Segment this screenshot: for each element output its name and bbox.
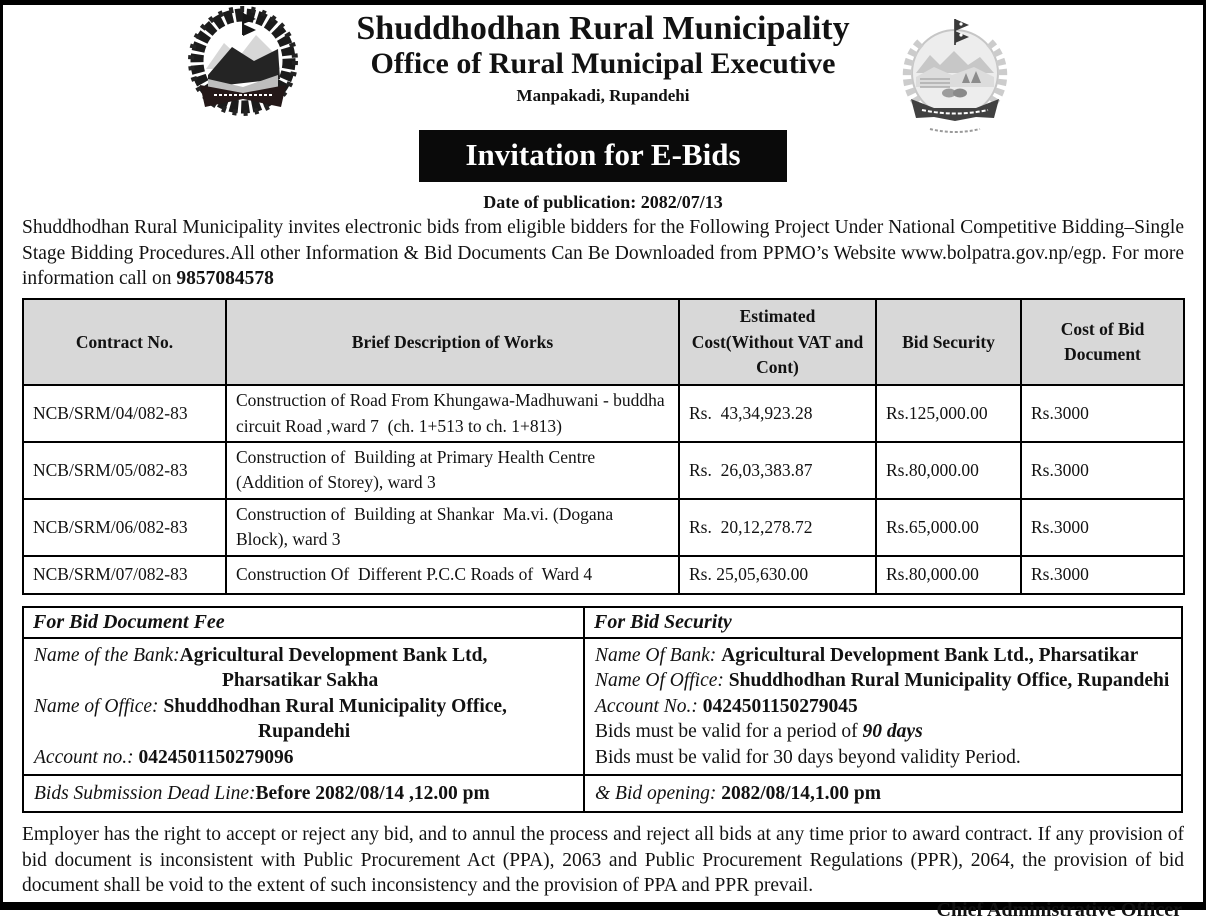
cell-contract-no: NCB/SRM/06/082-83 xyxy=(23,499,226,556)
table-row xyxy=(23,499,1184,556)
fee-account-value: 0424501150279096 xyxy=(138,746,294,768)
municipality-name: Shuddhodhan Rural Municipality xyxy=(356,10,850,47)
cell-doc-cost: Rs.3000 xyxy=(1021,499,1184,556)
notice-title-banner: Invitation for E-Bids xyxy=(419,130,786,182)
cell-doc-cost: Rs.3000 xyxy=(1021,385,1184,442)
cell-description: Construction Of Different P.C.C Roads of Ward 4 xyxy=(226,556,679,594)
submission-deadline xyxy=(23,775,584,812)
cell-estimated-cost: Rs. 26,03,383.87 xyxy=(679,442,876,499)
bid-document-fee-title: For Bid Document Fee xyxy=(23,607,584,638)
security-account-label: Account No.: xyxy=(595,695,703,717)
fee-body-row xyxy=(23,638,1182,776)
security-office-label: Name Of Office: xyxy=(595,670,729,692)
intro-text: Shuddhodhan Rural Municipality invites electronic bids from eligible bidders for the Following Project Under National Competitive Bidding–Single Stage Bidding Procedures.All other Information & Bid Documents Can Be Downloaded from PPMO’s Website www.bolpatra.gov.np/egp. For more information call on xyxy=(22,217,1184,290)
security-account-line xyxy=(595,694,1171,720)
cell-bid-security: Rs.80,000.00 xyxy=(876,556,1021,594)
fee-account-line xyxy=(34,745,573,771)
fee-security-table xyxy=(22,606,1183,814)
table-row xyxy=(23,385,1184,442)
cell-estimated-cost: Rs. 25,05,630.00 xyxy=(679,556,876,594)
cell-doc-cost: Rs.3000 xyxy=(1021,442,1184,499)
deadline-row xyxy=(23,775,1182,812)
fee-office-line xyxy=(34,694,573,720)
cell-doc-cost: Rs.3000 xyxy=(1021,556,1184,594)
publication-date: Date of publication: 2082/07/13 xyxy=(483,192,723,212)
fee-bank-label: Name of the Bank: xyxy=(34,644,180,666)
validity-days: 90 days xyxy=(862,721,923,743)
cell-contract-no: NCB/SRM/04/082-83 xyxy=(23,385,226,442)
header-estimated-cost: Estimated Cost(Without VAT and Cont) xyxy=(679,299,876,385)
contact-phone: 9857084578 xyxy=(176,268,274,290)
security-office-line xyxy=(595,668,1171,694)
disclaimer-paragraph: Employer has the right to accept or reject any bid, and to annul the process and reject all bids at any time prior to award contract. If any provision of bid document is inconsistent with Public Procurement Act (PPA), 2063 and Public Procurement Regulations (PPR), 2064, the provision of bid document shall be void to the extent of such inconsistency and the provision of PPA and PPR prevail. xyxy=(22,824,1184,896)
table-row xyxy=(23,556,1184,594)
bid-security-details xyxy=(584,638,1182,776)
bid-opening-value: 2082/08/14,1.00 pm xyxy=(721,782,882,804)
security-office-value: Shuddhodhan Rural Municipality Office, Rupandehi xyxy=(728,670,1170,692)
cell-description: Construction of Building at Shankar Ma.vi. (Dogana Block), ward 3 xyxy=(226,499,679,556)
fee-office-value: Shuddhodhan Rural Municipality Office, xyxy=(163,695,507,717)
bids-table xyxy=(22,298,1185,594)
cell-contract-no: NCB/SRM/07/082-83 xyxy=(23,556,226,594)
bid-opening xyxy=(584,775,1182,812)
cell-estimated-cost: Rs. 20,12,278.72 xyxy=(679,499,876,556)
validity-prefix: Bids must be valid for a period of xyxy=(595,721,863,743)
bids-table-header-row xyxy=(23,299,1184,385)
bid-document-fee-details xyxy=(23,638,584,776)
nepal-government-emblem-icon xyxy=(184,9,302,121)
fee-title-row xyxy=(23,607,1182,638)
fee-office-label: Name of Office: xyxy=(34,695,164,717)
fee-account-label: Account no.: xyxy=(34,746,139,768)
fee-bank-line xyxy=(34,643,573,669)
municipality-seal-icon xyxy=(904,11,1006,147)
header-doc-cost: Cost of Bid Document xyxy=(1021,299,1184,385)
security-bank-line xyxy=(595,643,1171,669)
cell-description: Construction of Building at Primary Health Centre (Addition of Storey), ward 3 xyxy=(226,442,679,499)
table-row xyxy=(23,442,1184,499)
intro-paragraph xyxy=(22,215,1184,292)
cell-description: Construction of Road From Khungawa-Madhuwani - buddha circuit Road ,ward 7 (ch. 1+513 to ch. 1+813) xyxy=(226,385,679,442)
cell-bid-security: Rs.65,000.00 xyxy=(876,499,1021,556)
validity-line xyxy=(595,719,1171,745)
submission-deadline-value: Before 2082/08/14 ,12.00 pm xyxy=(255,782,490,804)
header-bid-security: Bid Security xyxy=(876,299,1021,385)
banner-row xyxy=(22,130,1184,185)
cell-estimated-cost: Rs. 43,34,923.28 xyxy=(679,385,876,442)
office-name: Office of Rural Municipal Executive xyxy=(370,46,836,80)
security-bank-value: Agricultural Development Bank Ltd., Pharsatikar xyxy=(721,644,1139,666)
header-description: Brief Description of Works xyxy=(226,299,679,385)
bid-security-title: For Bid Security xyxy=(584,607,1182,638)
fee-bank-value: Agricultural Development Bank Ltd, xyxy=(179,644,488,666)
cell-bid-security: Rs.125,000.00 xyxy=(876,385,1021,442)
security-account-value: 0424501150279045 xyxy=(702,695,858,717)
document-header xyxy=(22,9,1184,123)
validity-note: Bids must be valid for 30 days beyond validity Period. xyxy=(595,746,1021,768)
submission-deadline-label: Bids Submission Dead Line: xyxy=(34,782,256,804)
cell-bid-security: Rs.80,000.00 xyxy=(876,442,1021,499)
bid-opening-label: & Bid opening: xyxy=(595,782,722,804)
fee-office-value-line2: Rupandehi xyxy=(258,721,351,743)
security-bank-label: Name Of Bank: xyxy=(595,644,722,666)
header-contract-no: Contract No. xyxy=(23,299,226,385)
office-address: Manpakadi, Rupandehi xyxy=(516,86,690,106)
cell-contract-no: NCB/SRM/05/082-83 xyxy=(23,442,226,499)
fee-bank-value-line2: Pharsatikar Sakha xyxy=(222,670,379,692)
signature-title: Chief Administrative Officer xyxy=(936,899,1182,922)
